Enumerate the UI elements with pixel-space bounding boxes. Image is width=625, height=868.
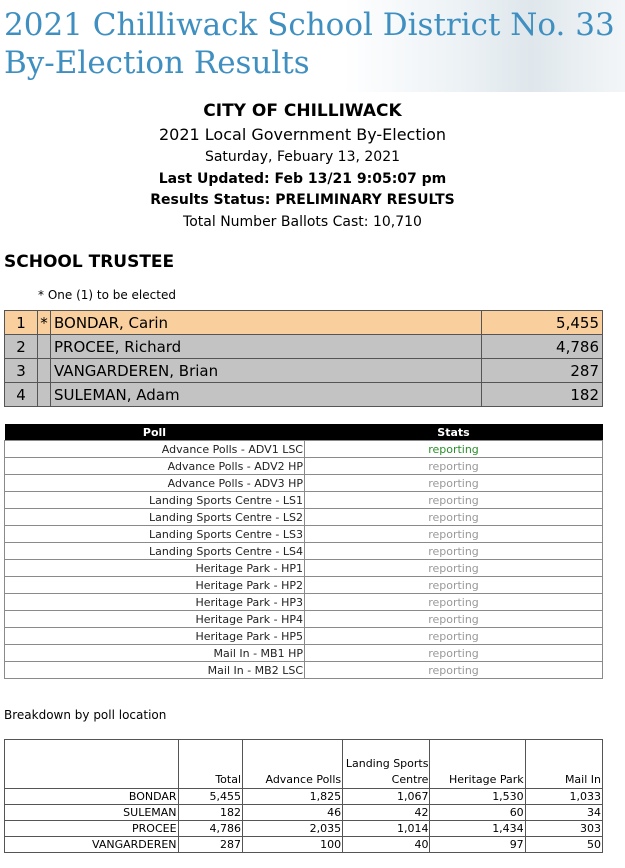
poll-status: reporting — [305, 458, 603, 475]
breakdown-row — [5, 821, 603, 837]
poll-row — [5, 577, 603, 594]
poll-status: reporting — [305, 645, 603, 662]
breakdown-landing: 40 — [343, 837, 430, 853]
city-name: CITY OF CHILLIWACK — [203, 101, 402, 121]
breakdown-advance: 100 — [243, 837, 343, 853]
poll-status: reporting — [305, 475, 603, 492]
breakdown-total: 182 — [178, 805, 242, 821]
poll-column-header: Poll — [5, 424, 305, 441]
poll-status: reporting — [305, 441, 603, 458]
page-banner — [0, 0, 625, 92]
poll-row — [5, 645, 603, 662]
poll-status: reporting — [305, 509, 603, 526]
stats-column-header: Stats — [305, 424, 603, 441]
elected-mark — [38, 359, 51, 383]
poll-name: Advance Polls - ADV3 HP — [5, 475, 305, 492]
candidate-row — [5, 383, 603, 407]
poll-name: Heritage Park - HP2 — [5, 577, 305, 594]
candidate-name: PROCEE, Richard — [51, 335, 482, 359]
poll-row — [5, 628, 603, 645]
breakdown-landing: 1,067 — [343, 789, 430, 805]
poll-name: Heritage Park - HP3 — [5, 594, 305, 611]
poll-status: reporting — [305, 526, 603, 543]
poll-status: reporting — [305, 611, 603, 628]
page-title: 2021 Chilliwack School District No. 33 By-Election Results — [4, 7, 615, 81]
breakdown-label: Breakdown by poll location — [4, 708, 167, 722]
breakdown-total: 287 — [178, 837, 242, 853]
candidate-name: BONDAR, Carin — [51, 311, 482, 335]
poll-status: reporting — [305, 560, 603, 577]
elect-note: * One (1) to be elected — [38, 288, 176, 302]
breakdown-mail: 303 — [525, 821, 602, 837]
poll-name: Landing Sports Centre - LS1 — [5, 492, 305, 509]
poll-name: Advance Polls - ADV1 LSC — [5, 441, 305, 458]
poll-name: Landing Sports Centre - LS3 — [5, 526, 305, 543]
breakdown-mail: 1,033 — [525, 789, 602, 805]
breakdown-heritage: 60 — [430, 805, 525, 821]
poll-row — [5, 662, 603, 679]
elected-mark — [38, 335, 51, 359]
breakdown-advance: 1,825 — [243, 789, 343, 805]
candidate-votes: 4,786 — [482, 335, 603, 359]
breakdown-row — [5, 805, 603, 821]
poll-row — [5, 594, 603, 611]
breakdown-landing: 42 — [343, 805, 430, 821]
poll-row — [5, 441, 603, 458]
poll-row — [5, 526, 603, 543]
breakdown-landing: 1,014 — [343, 821, 430, 837]
poll-status: reporting — [305, 628, 603, 645]
breakdown-advance: 46 — [243, 805, 343, 821]
elected-mark — [38, 383, 51, 407]
poll-name: Mail In - MB1 HP — [5, 645, 305, 662]
breakdown-mail: 34 — [525, 805, 602, 821]
poll-status: reporting — [305, 543, 603, 560]
poll-name: Landing Sports Centre - LS4 — [5, 543, 305, 560]
poll-name: Heritage Park - HP4 — [5, 611, 305, 628]
candidate-results-table — [4, 310, 603, 407]
poll-row — [5, 611, 603, 628]
poll-name: Advance Polls - ADV2 HP — [5, 458, 305, 475]
poll-row — [5, 509, 603, 526]
poll-name: Heritage Park - HP1 — [5, 560, 305, 577]
breakdown-candidate: PROCEE — [5, 821, 179, 837]
candidate-votes: 287 — [482, 359, 603, 383]
poll-name: Heritage Park - HP5 — [5, 628, 305, 645]
candidate-rank: 3 — [5, 359, 38, 383]
breakdown-header-advance: Advance Polls — [243, 740, 343, 789]
breakdown-header-row — [5, 740, 603, 789]
poll-header-row — [5, 424, 603, 441]
breakdown-header-heritage: Heritage Park — [430, 740, 525, 789]
results-status: Results Status: PRELIMINARY RESULTS — [150, 192, 455, 208]
breakdown-row — [5, 837, 603, 853]
poll-row — [5, 475, 603, 492]
breakdown-advance: 2,035 — [243, 821, 343, 837]
elected-mark: * — [38, 311, 51, 335]
poll-status: reporting — [305, 662, 603, 679]
candidate-votes: 182 — [482, 383, 603, 407]
breakdown-candidate: VANGARDEREN — [5, 837, 179, 853]
candidate-rank: 1 — [5, 311, 38, 335]
breakdown-table — [4, 739, 603, 853]
section-title: SCHOOL TRUSTEE — [4, 252, 175, 272]
breakdown-heritage: 97 — [430, 837, 525, 853]
poll-status: reporting — [305, 577, 603, 594]
last-updated: Last Updated: Feb 13/21 9:05:07 pm — [158, 171, 447, 187]
results-header — [0, 100, 605, 233]
candidate-row — [5, 359, 603, 383]
poll-name: Mail In - MB2 LSC — [5, 662, 305, 679]
candidate-votes: 5,455 — [482, 311, 603, 335]
breakdown-candidate: BONDAR — [5, 789, 179, 805]
breakdown-row — [5, 789, 603, 805]
poll-status: reporting — [305, 594, 603, 611]
candidate-name: VANGARDEREN, Brian — [51, 359, 482, 383]
poll-status: reporting — [305, 492, 603, 509]
candidate-name: SULEMAN, Adam — [51, 383, 482, 407]
breakdown-total: 4,786 — [178, 821, 242, 837]
election-date: Saturday, Febuary 13, 2021 — [204, 149, 401, 165]
breakdown-mail: 50 — [525, 837, 602, 853]
poll-row — [5, 560, 603, 577]
poll-row — [5, 458, 603, 475]
ballots-cast: Total Number Ballots Cast: 10,710 — [183, 214, 422, 230]
breakdown-candidate: SULEMAN — [5, 805, 179, 821]
poll-status-table — [4, 424, 603, 679]
poll-row — [5, 492, 603, 509]
poll-name: Landing Sports Centre - LS2 — [5, 509, 305, 526]
election-name: 2021 Local Government By-Election — [158, 125, 446, 144]
breakdown-header-blank — [5, 740, 179, 789]
candidate-row — [5, 311, 603, 335]
breakdown-header-total: Total — [178, 740, 242, 789]
candidate-rank: 4 — [5, 383, 38, 407]
breakdown-header-mail: Mail In — [525, 740, 602, 789]
poll-row — [5, 543, 603, 560]
breakdown-heritage: 1,434 — [430, 821, 525, 837]
candidate-rank: 2 — [5, 335, 38, 359]
breakdown-heritage: 1,530 — [430, 789, 525, 805]
breakdown-total: 5,455 — [178, 789, 242, 805]
breakdown-header-landing: Landing Sports Centre — [343, 740, 430, 789]
candidate-row — [5, 335, 603, 359]
